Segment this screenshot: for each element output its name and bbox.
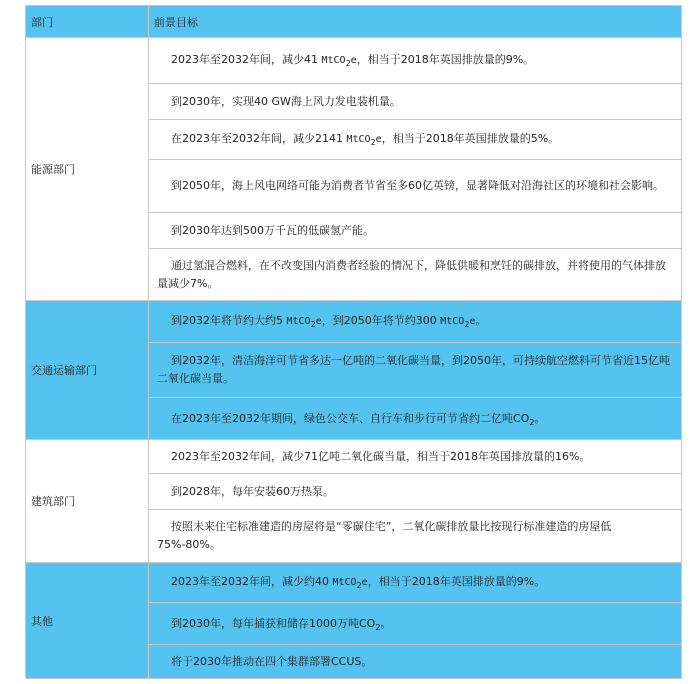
target-cell: 按照未来住宅标准建造的房屋将是“零碳住宅”，二氧化碳排放量比按现行标准建造的房屋低75%-80%。	[149, 510, 682, 563]
dept-transport: 交通运输部门	[26, 301, 149, 440]
target-cell: 在2023年至2032年期间，绿色公交车、自行车和步行可节省约二亿吨$CO_2$。	[149, 398, 682, 440]
table-row	[26, 301, 682, 343]
table-row	[26, 440, 682, 474]
target-cell: 将于2030年推动在四个集群部署CCUS。	[149, 645, 682, 679]
target-cell: 到2030年达到500万千瓦的低碳氢产能。	[149, 213, 682, 249]
target-cell: 到2050年，海上风电网络可能为消费者节省至多60亿英镑，显著降低对沿海社区的环境和社会影响。	[149, 160, 682, 213]
target-cell: 到2032年，清洁海洋可节省多达一亿吨的二氧化碳当量，到2050年，可持续航空燃料可节省近15亿吨二氧化碳当量。	[149, 343, 682, 398]
target-cell: 到2030年，实现40 GW海上风力发电装机量。	[149, 84, 682, 120]
dept-other: 其他	[26, 563, 149, 679]
target-cell: 到2032年将节约大约5 MtCO$_2$e，到2050年将节约300 MtCO$_2$e。	[149, 301, 682, 343]
target-cell: 2023年至2032年间，减少约40 MtCO$_2$e，相当于2018年英国排放量的9%。	[149, 563, 682, 603]
target-cell: 通过氢混合燃料，在不改变国内消费者经验的情况下，降低供暖和烹饪的碳排放，并将使用的气体排放量减少7%。	[149, 249, 682, 301]
table-row	[26, 563, 682, 603]
table-header-row	[26, 6, 682, 38]
target-cell: 2023年至2032年间，减少41 MtCO$_2$e，相当于2018年英国排放量的9%。	[149, 38, 682, 84]
target-cell: 2023年至2032年间，减少71亿吨二氧化碳当量，相当于2018年英国排放量的16%。	[149, 440, 682, 474]
dept-buildings: 建筑部门	[26, 440, 149, 563]
table-row	[26, 38, 682, 84]
target-cell: 到2030年，每年捕获和储存1000万吨$CO_2$。	[149, 603, 682, 645]
targets-table-container	[25, 5, 681, 679]
header-department: 部门	[26, 6, 149, 38]
target-cell: 在2023年至2032年间，减少2141 MtCO$_2$e，相当于2018年英国排放量的5%。	[149, 120, 682, 160]
target-cell: 到2028年，每年安装60万热泵。	[149, 474, 682, 510]
dept-energy: 能源部门	[26, 38, 149, 301]
targets-table	[25, 5, 682, 679]
header-targets: 前景目标	[149, 6, 682, 38]
